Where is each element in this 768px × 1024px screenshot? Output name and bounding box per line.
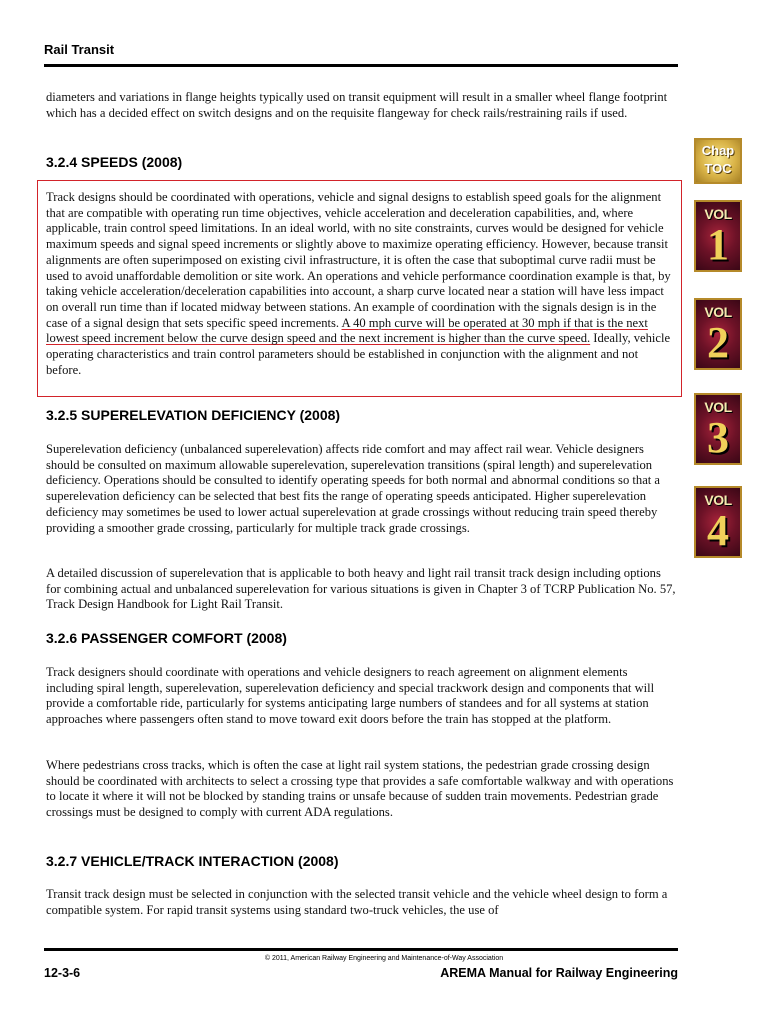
section-heading-vehicle-track: 3.2.7 VEHICLE/TRACK INTERACTION (2008) [46, 853, 339, 869]
chapter-toc-button[interactable] [694, 138, 742, 184]
manual-title: AREMA Manual for Railway Engineering [440, 966, 678, 980]
running-header: Rail Transit [44, 42, 115, 57]
vol-number: 3 [707, 413, 729, 462]
highlight-box [37, 180, 682, 397]
vol-4-button[interactable] [694, 486, 742, 558]
superelevation-paragraph-2: A detailed discussion of superelevation that is applicable to both heavy and light rail transit track design including options for combining actual and unbalanced superelevation for various situations is given in Chapter 3 of TCRP Publication No. 57, Track Design Handbook for Light Rail Transit. [46, 566, 676, 612]
section-heading-passenger-comfort: 3.2.6 PASSENGER COMFORT (2008) [46, 630, 287, 646]
vol-3-button[interactable] [694, 393, 742, 465]
vol-badge-icon [694, 486, 742, 558]
speeds-text-after: Ideally, vehicle operating characteristics and train control parameters should be established in conjunction with the alignment and not before. [46, 331, 671, 377]
vol-label: VOL [704, 492, 732, 508]
footer-rule [44, 948, 678, 951]
toc-badge-icon [694, 138, 742, 184]
superelevation-paragraph-1: Superelevation deficiency (unbalanced superelevation) affects ride comfort and may affect rail wear. Vehicle designers should be consulted on maximum allowable superelevation, superelevation transitions (spiral length) and superelevation deficiency. Operations should be consulted to identify operating speeds for both normal and abnormal conditions so that a superelevation deficiency can be selected that best fits the range of operating speeds anticipated. Higher superelevation deficiency may sometimes be used to lower actual superelevation at grade crossings without reducing train speed thereby providing a smoother grade crossing, particularly for multiple track grade crossings. [46, 442, 661, 535]
vol-number: 1 [707, 220, 729, 269]
vol-badge-icon [694, 200, 742, 272]
comfort-paragraph-1: Track designers should coordinate with operations and vehicle designers to reach agreement on alignment elements including spiral length, superelevation, superelevation deficiency and special trackwork design and components that will provide a comfortable ride, particularly for systems anticipating large numbers of standees and for all systems at station approaches where passengers often stand to move toward exit doors before the train has stopped at the platform. [46, 665, 655, 727]
underlined-sentence: A 40 mph curve will be operated at 30 mph if that is the next lowest speed increment below the curve design speed and the next increment is higher than the curve speed. [46, 315, 648, 346]
vol-1-button[interactable] [694, 200, 742, 272]
vol-2-button[interactable] [694, 298, 742, 370]
vol-label: VOL [704, 206, 732, 222]
page-number: 12-3-6 [44, 966, 81, 980]
vol-number: 4 [707, 506, 729, 555]
vol-badge-icon [694, 393, 742, 465]
toc-label-line2: TOC [704, 161, 732, 176]
vol-label: VOL [704, 399, 732, 415]
vol-label: VOL [704, 304, 732, 320]
intro-paragraph: diameters and variations in flange heights typically used on transit equipment will result in a smaller wheel flange footprint which has a decided effect on switch designs and on the requisite flangeway for check rails/restraining rails if used. [46, 90, 668, 120]
comfort-paragraph-2: Where pedestrians cross tracks, which is often the case at light rail system stations, the pedestrian grade crossing design should be coordinated with architects to select a crossing type that provides a safe comfortable walkway and with operations to locate it where it will not be blocked by standing trains or unsafe because of sudden train movements. Pedestrian grade crossings must be designed to comply with current ADA regulations. [46, 758, 674, 820]
vol-number: 2 [707, 318, 729, 367]
speeds-text-before: Track designs should be coordinated with operations, vehicle and signal designs to establish speed goals for the alignment that are compatible with operating run time objectives, vehicle acceleration and deceleration capabilities, and, where applicable, train control speed limitations. In an ideal world, with no site constraints, curves would be designed for vehicle maximum speeds and signal speed increments or slightly above to maximize operating efficiency. However, because transit alignments are often superimposed on existing civil infrastructure, it is often the case that suboptimal curve radii must be used to avoid unaffordable demolition or site work. An operations and vehicle performance coordination example is that, by taking vehicle acceleration/deceleration capabilities into account, a sharp curve located near a station will have less impact on overall run time than if located midway between stations. An example of coordination with the signals design is in the case of a signal design that sets specific speed increments. [46, 190, 671, 330]
vehicle-track-paragraph: Transit track design must be selected in conjunction with the selected transit vehicle and the vehicle wheel design to form a compatible system. For rapid transit systems using standard two-truck vehicles, the use of [46, 887, 668, 917]
toc-label-line1: Chap [701, 143, 735, 158]
speeds-paragraph [46, 190, 676, 378]
header-rule [44, 64, 678, 67]
vol-badge-icon [694, 298, 742, 370]
copyright-notice: © 2011, American Railway Engineering and Maintenance-of-Way Association [264, 955, 504, 962]
section-heading-superelevation: 3.2.5 SUPERELEVATION DEFICIENCY (2008) [46, 407, 341, 423]
section-heading-speeds: 3.2.4 SPEEDS (2008) [46, 154, 183, 170]
